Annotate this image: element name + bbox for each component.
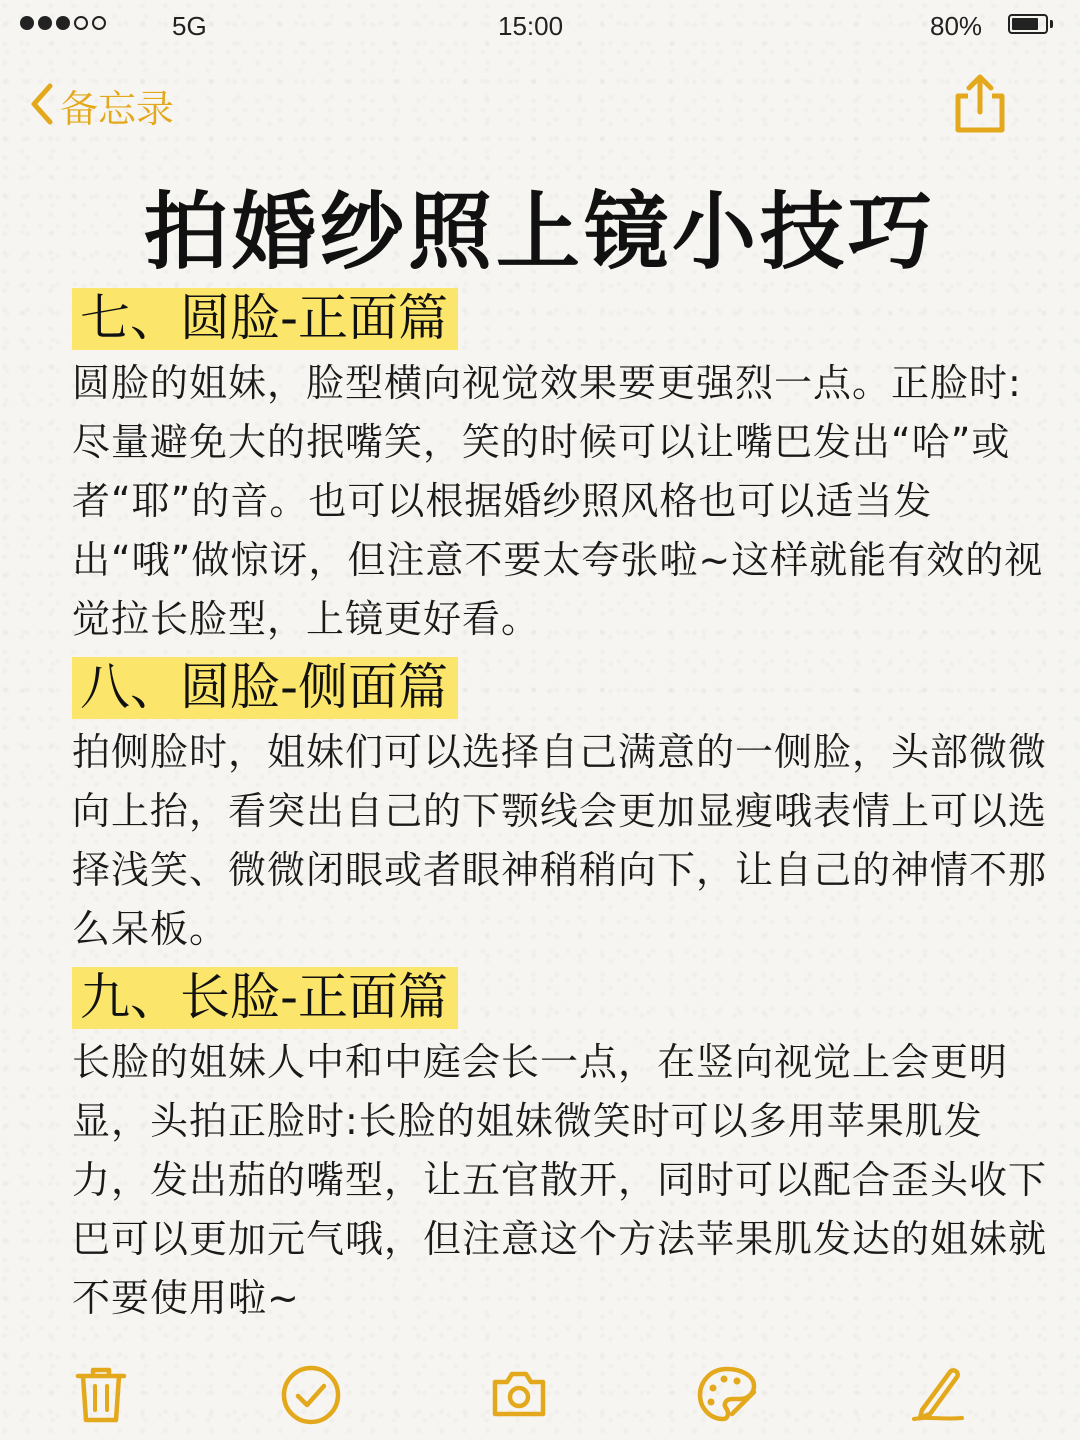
- section-long-face-front: [72, 967, 1047, 1328]
- sketch-icon: [696, 1409, 758, 1428]
- network-type: 5G: [172, 11, 207, 41]
- battery-icon: [1008, 14, 1048, 34]
- section-heading: 九、长脸-正面篇: [72, 967, 458, 1029]
- chevron-left-icon: [28, 82, 56, 130]
- camera-icon: [490, 1407, 548, 1426]
- compose-button[interactable]: [910, 1364, 966, 1428]
- section-body: 长脸的姐妹人中和中庭会长一点，在竖向视觉上会更明显，头拍正脸时:长脸的姐妹微笑时可以多用苹果肌发力，发出茄的嘴型，让五官散开，同时可以配合歪头收下巴可以更加元气哦，但注意这个方法苹果肌发达的姐妹就不要使用啦~: [72, 1040, 1048, 1320]
- section-heading: 八、圆脸-侧面篇: [72, 657, 458, 719]
- section-round-face-side: [72, 657, 1047, 959]
- note-content[interactable]: [72, 288, 1047, 1336]
- checklist-icon: [280, 1411, 342, 1430]
- back-label: 备忘录: [60, 87, 175, 131]
- note-title: 拍婚纱照上镜小技巧: [143, 183, 936, 281]
- section-body: 拍侧脸时，姐妹们可以选择自己满意的一侧脸，头部微微向上抬，看突出自己的下颚线会更加显瘦哦表情上可以选择浅笑、微微闭眼或者眼神稍稍向下，让自己的神情不那么呆板。: [72, 730, 1048, 951]
- bottom-toolbar: [0, 1360, 1080, 1440]
- status-bar: [0, 0, 1080, 52]
- section-round-face-front: [72, 288, 1047, 649]
- signal-strength-icon: [20, 16, 106, 30]
- sketch-button[interactable]: [696, 1364, 758, 1428]
- share-icon: [950, 121, 1010, 140]
- section-body: 圆脸的姐妹，脸型横向视觉效果要更强烈一点。正脸时:尽量避免大的抿嘴笑，笑的时候可以让嘴巴发出“哈”或者“耶”的音。也可以根据婚纱照风格也可以适当发出“哦”做惊讶，但注意不要太夸张啦~这样就能有效的视觉拉长脸型，上镜更好看。: [72, 361, 1044, 641]
- back-button[interactable]: [28, 78, 174, 133]
- delete-button[interactable]: [74, 1364, 128, 1428]
- trash-icon: [74, 1409, 128, 1428]
- compose-icon: [910, 1409, 966, 1428]
- status-time: 15:00: [498, 11, 564, 41]
- battery-percentage: 80%: [930, 11, 983, 41]
- share-button[interactable]: [950, 72, 1010, 140]
- battery-cap: [1050, 20, 1053, 28]
- section-heading: 七、圆脸-正面篇: [72, 288, 458, 350]
- camera-button[interactable]: [490, 1364, 548, 1426]
- checklist-button[interactable]: [280, 1364, 342, 1430]
